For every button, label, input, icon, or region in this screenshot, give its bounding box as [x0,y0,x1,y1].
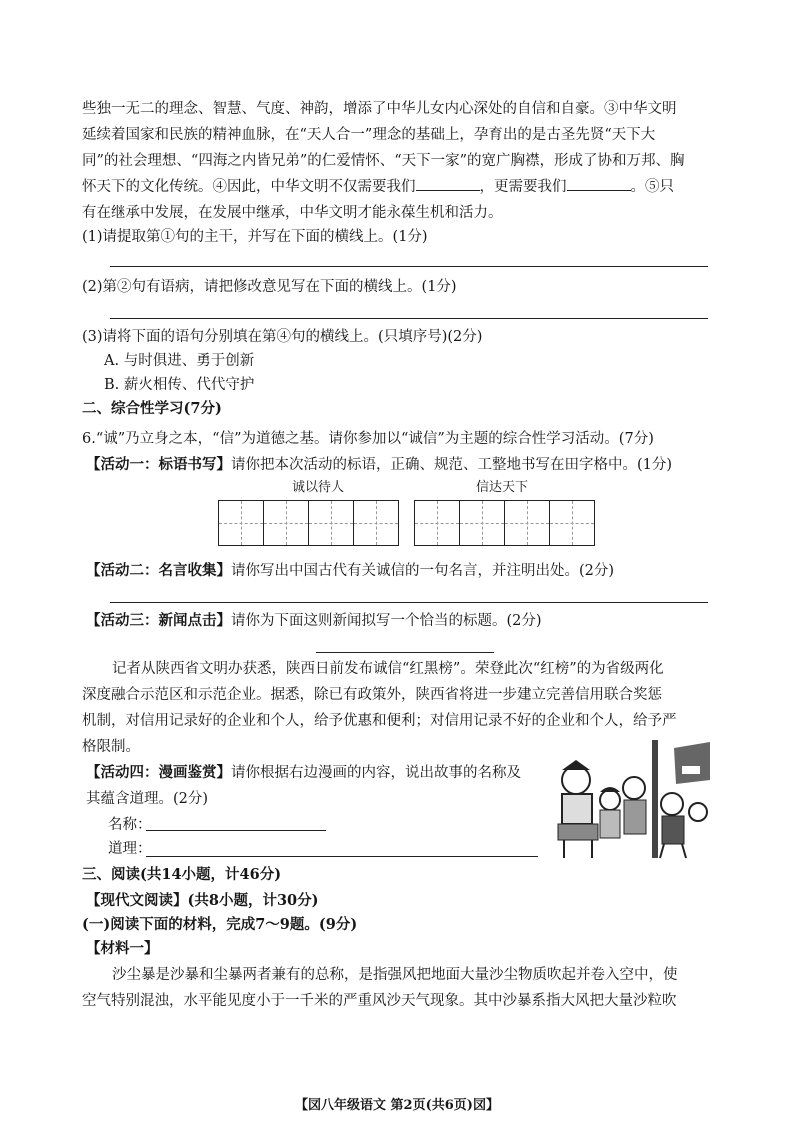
passage-line-4b: ，更需要我们 [479,179,567,195]
grid-cell[interactable] [414,500,460,546]
reason-label: 道理： [108,841,152,857]
activity-1-text: 请你把本次活动的标语，正确、规范、工整地书写在田字格中。(1分) [231,457,673,473]
writing-grid-1 [218,500,398,546]
material-1-title: 【材料一】 [86,940,159,957]
activity-3-tag: 【活动三：新闻点击】 [86,612,231,629]
passage-line-1: 些独一无二的理念、智慧、气度、神韵，增添了中华儿女内心深处的自信和自豪。③中华文明 [82,101,677,117]
question-6: 6.“诚”乃立身之本，“信”为道德之基。请你参加以“诚信”为主题的综合性学习活动。(7分) [82,431,654,447]
name-label: 名称： [108,817,152,833]
grid-cell[interactable] [504,500,550,546]
passage-line-3: 同”的社会理想、“四海之内皆兄弟”的仁爱情怀、“天下一家”的宽广胸襟，形成了协和万邦、胸 [82,153,685,169]
comic-illustration [544,740,710,860]
passage-line-4 [82,174,712,200]
grid-cell[interactable] [263,500,309,546]
passage-line-4c: 。⑤只 [630,179,674,195]
question-1: (1)请提取第①句的主干，并写在下面的横线上。(1分) [82,229,428,245]
activity-1 [86,452,716,478]
part-1-title: (一)阅读下面的材料，完成7～9题。(9分) [82,916,358,933]
passage-line-2: 延续着国家和民族的精神血脉，在“天人合一”理念的基础上，孕育出的是古圣先贤“天下大 [82,127,656,143]
answer-line-q1[interactable] [110,266,708,267]
news-line-4: 格限制。 [82,739,140,755]
activity-2-text: 请你写出中国古代有关诚信的一句名言，并注明出处。(2分) [231,563,615,579]
option-a: A. 与时俱进、勇于创新 [104,353,255,369]
grid-cell[interactable] [308,500,354,546]
activity-4-text-2: 其蕴含道理。(2分) [86,791,209,807]
activity-4 [86,760,546,786]
answer-blank-2[interactable] [567,176,631,191]
slogan-1: 诚以待人 [292,480,345,495]
activity-4-tag: 【活动四：漫画鉴赏】 [86,764,231,781]
modern-reading-title: 【现代文阅读】(共8小题，计30分) [86,892,319,909]
grid-cell[interactable] [549,500,595,546]
activity-4-text: 请你根据右边漫画的内容，说出故事的名称及 [231,765,521,781]
activity-1-tag: 【活动一：标语书写】 [86,456,231,473]
answer-line-activity-2[interactable] [110,602,708,603]
grid-cell[interactable] [218,500,264,546]
grid-cell[interactable] [353,500,399,546]
news-line-1: 记者从陕西省文明办获悉，陕西日前发布诚信“红黑榜”。荣登此次“红榜”的为省级两化 [112,661,664,677]
page-footer: 【㘝八年级语文 第2页(共6页)㘝】 [295,1098,499,1113]
answer-line-q2[interactable] [110,318,708,319]
passage-line-4a: 怀天下的文化传统。④因此，中华文明不仅需要我们 [82,179,416,195]
material-line-2: 空气特别混浊，水平能见度小于一千米的严重风沙天气现象。其中沙暴系指大风把大量沙粒吹 [82,993,677,1009]
answer-blank-1[interactable] [416,176,480,191]
slogan-2: 信达天下 [476,480,529,495]
reason-answer-line[interactable] [146,856,538,857]
writing-grid-2 [414,500,594,546]
question-2: (2)第②句有语病，请把修改意见写在下面的横线上。(1分) [82,279,457,295]
passage-line-5: 有在继承中发展，在发展中继承，中华文明才能永葆生机和活力。 [82,205,503,221]
grid-cell[interactable] [459,500,505,546]
section-2-title: 二、综合性学习(7分) [82,400,222,417]
activity-3 [86,608,716,634]
activity-2 [86,558,716,584]
name-answer-line[interactable] [146,830,326,831]
option-b: B. 薪火相传、代代守护 [104,377,255,393]
news-line-2: 深度融合示范区和示范企业。据悉，除已有政策外，陕西省将进一步建立完善信用联合奖惩 [82,687,662,703]
activity-2-tag: 【活动二：名言收集】 [86,562,231,579]
question-3: (3)请将下面的语句分别填在第④句的横线上。(只填序号)(2分) [82,329,483,345]
section-3-title: 三、阅读(共14小题，计46分) [82,866,282,883]
news-line-3: 机制，对信用记录好的企业和个人，给予优惠和便利；对信用记录不好的企业和个人，给予严 [82,713,677,729]
material-line-1: 沙尘暴是沙暴和尘暴两者兼有的总称，是指强风把地面大量沙尘物质吹起并卷入空中，使 [112,967,678,983]
news-title-answer-line[interactable] [316,652,494,653]
activity-3-text: 请你为下面这则新闻拟写一个恰当的标题。(2分) [231,613,542,629]
